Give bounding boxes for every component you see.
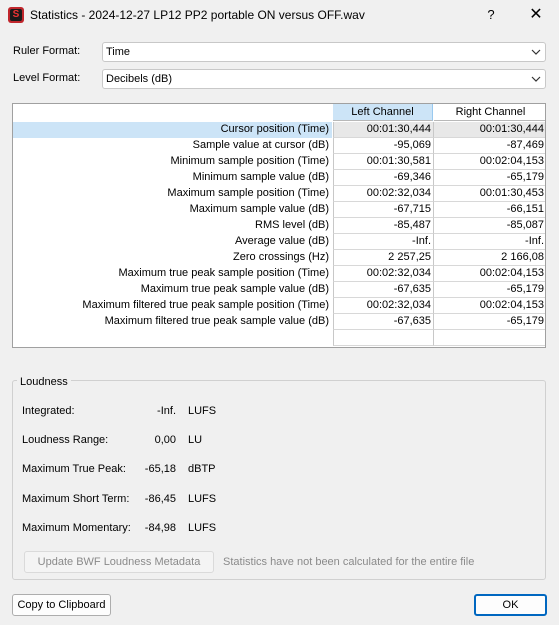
- ok-button[interactable]: OK: [474, 594, 547, 616]
- table-row[interactable]: [13, 202, 546, 218]
- empty-cell: [333, 330, 434, 346]
- table-row[interactable]: [13, 138, 546, 154]
- row-label: RMS level (dB): [255, 219, 329, 231]
- max-short-term-value: -86,45: [144, 493, 176, 505]
- right-value: 00:02:04,153: [433, 154, 546, 170]
- max-momentary-label: Maximum Momentary:: [22, 522, 131, 534]
- app-icon[interactable]: S: [8, 7, 24, 23]
- table-row[interactable]: [13, 266, 546, 282]
- left-value: -95,069: [333, 138, 434, 154]
- update-bwf-loudness-button[interactable]: Update BWF Loudness Metadata: [24, 551, 214, 573]
- table-row[interactable]: [13, 234, 546, 250]
- left-value: 00:02:32,034: [333, 266, 434, 282]
- max-true-peak-unit: dBTP: [188, 463, 216, 475]
- left-value: -67,715: [333, 202, 434, 218]
- max-momentary-value: -84,98: [144, 522, 176, 534]
- row-label: Sample value at cursor (dB): [192, 139, 329, 151]
- table-row[interactable]: [13, 154, 546, 170]
- statistics-note: Statistics have not been calculated for the entire file: [223, 556, 475, 568]
- chevron-down-icon: [531, 48, 541, 56]
- max-short-term-label: Maximum Short Term:: [22, 493, 130, 505]
- left-value: -69,346: [333, 170, 434, 186]
- table-row[interactable]: [13, 314, 546, 330]
- level-format-select[interactable]: [102, 69, 546, 89]
- loudness-range-unit: LU: [188, 434, 203, 446]
- left-value: -67,635: [333, 314, 434, 330]
- integrated-unit: LUFS: [188, 405, 217, 417]
- right-value: -66,151: [433, 202, 546, 218]
- row-label: Maximum true peak sample value (dB): [140, 283, 329, 295]
- left-value: 00:02:32,034: [333, 186, 434, 202]
- row-label: Maximum filtered true peak sample value (dB): [104, 315, 329, 327]
- row-label: Minimum sample position (Time): [170, 155, 329, 167]
- row-label: Minimum sample value (dB): [192, 171, 329, 183]
- statistics-table[interactable]: [12, 103, 546, 348]
- table-row[interactable]: [13, 298, 546, 314]
- right-value: -65,179: [433, 282, 546, 298]
- loudness-group-title: Loudness: [17, 376, 71, 388]
- max-true-peak-value: -65,18: [144, 463, 176, 475]
- left-value: 00:01:30,581: [333, 154, 434, 170]
- right-value: 00:02:04,153: [433, 266, 546, 282]
- right-value: -65,179: [433, 170, 546, 186]
- help-button[interactable]: ?: [487, 7, 495, 22]
- right-value: -87,469: [433, 138, 546, 154]
- close-button[interactable]: ✕: [529, 6, 543, 23]
- table-row[interactable]: [13, 250, 546, 266]
- loudness-group: [12, 380, 546, 580]
- table-row[interactable]: [13, 218, 546, 234]
- right-value: 00:01:30,444: [433, 122, 546, 138]
- table-row[interactable]: [13, 186, 546, 202]
- ruler-format-select[interactable]: [102, 42, 546, 62]
- loudness-range-value: 0,00: [154, 434, 176, 446]
- table-row[interactable]: [13, 282, 546, 298]
- max-momentary-unit: LUFS: [188, 522, 217, 534]
- left-value: -85,487: [333, 218, 434, 234]
- left-value: -67,635: [333, 282, 434, 298]
- left-value: 00:01:30,444: [333, 122, 434, 138]
- integrated-value: -Inf.: [157, 405, 176, 417]
- row-label: Maximum filtered true peak sample position (Time): [82, 299, 329, 311]
- copy-to-clipboard-button[interactable]: Copy to Clipboard: [12, 594, 111, 616]
- title-bar: [0, 0, 559, 30]
- left-value: 00:02:32,034: [333, 298, 434, 314]
- right-value: -65,179: [433, 314, 546, 330]
- right-value: -85,087: [433, 218, 546, 234]
- row-label: Zero crossings (Hz): [233, 251, 329, 263]
- empty-cell: [433, 330, 546, 346]
- loudness-range-label: Loudness Range:: [22, 434, 109, 446]
- row-label: Maximum sample value (dB): [189, 203, 329, 215]
- left-value: 2 257,25: [333, 250, 434, 266]
- chevron-down-icon: [531, 75, 541, 83]
- column-header-right-channel[interactable]: Right Channel: [434, 104, 546, 121]
- row-label: Cursor position (Time): [13, 122, 332, 138]
- ruler-format-value: Time: [106, 46, 131, 58]
- table-row[interactable]: [13, 170, 546, 186]
- right-value: -Inf.: [433, 234, 546, 250]
- level-format-label: Level Format:: [13, 72, 81, 84]
- row-label: Maximum sample position (Time): [167, 187, 329, 199]
- row-label: Average value (dB): [235, 235, 329, 247]
- integrated-label: Integrated:: [22, 405, 75, 417]
- table-row[interactable]: [13, 122, 546, 138]
- column-header-left-channel[interactable]: Left Channel: [333, 104, 433, 121]
- row-label: Maximum true peak sample position (Time): [118, 267, 329, 279]
- max-true-peak-label: Maximum True Peak:: [22, 463, 126, 475]
- ruler-format-label: Ruler Format:: [13, 45, 81, 57]
- right-value: 00:01:30,453: [433, 186, 546, 202]
- right-value: 00:02:04,153: [433, 298, 546, 314]
- right-value: 2 166,08: [433, 250, 546, 266]
- window-title: Statistics - 2024-12-27 LP12 PP2 portable ON versus OFF.wav: [30, 8, 365, 22]
- max-short-term-unit: LUFS: [188, 493, 217, 505]
- left-value: -Inf.: [333, 234, 434, 250]
- level-format-value: Decibels (dB): [106, 73, 173, 85]
